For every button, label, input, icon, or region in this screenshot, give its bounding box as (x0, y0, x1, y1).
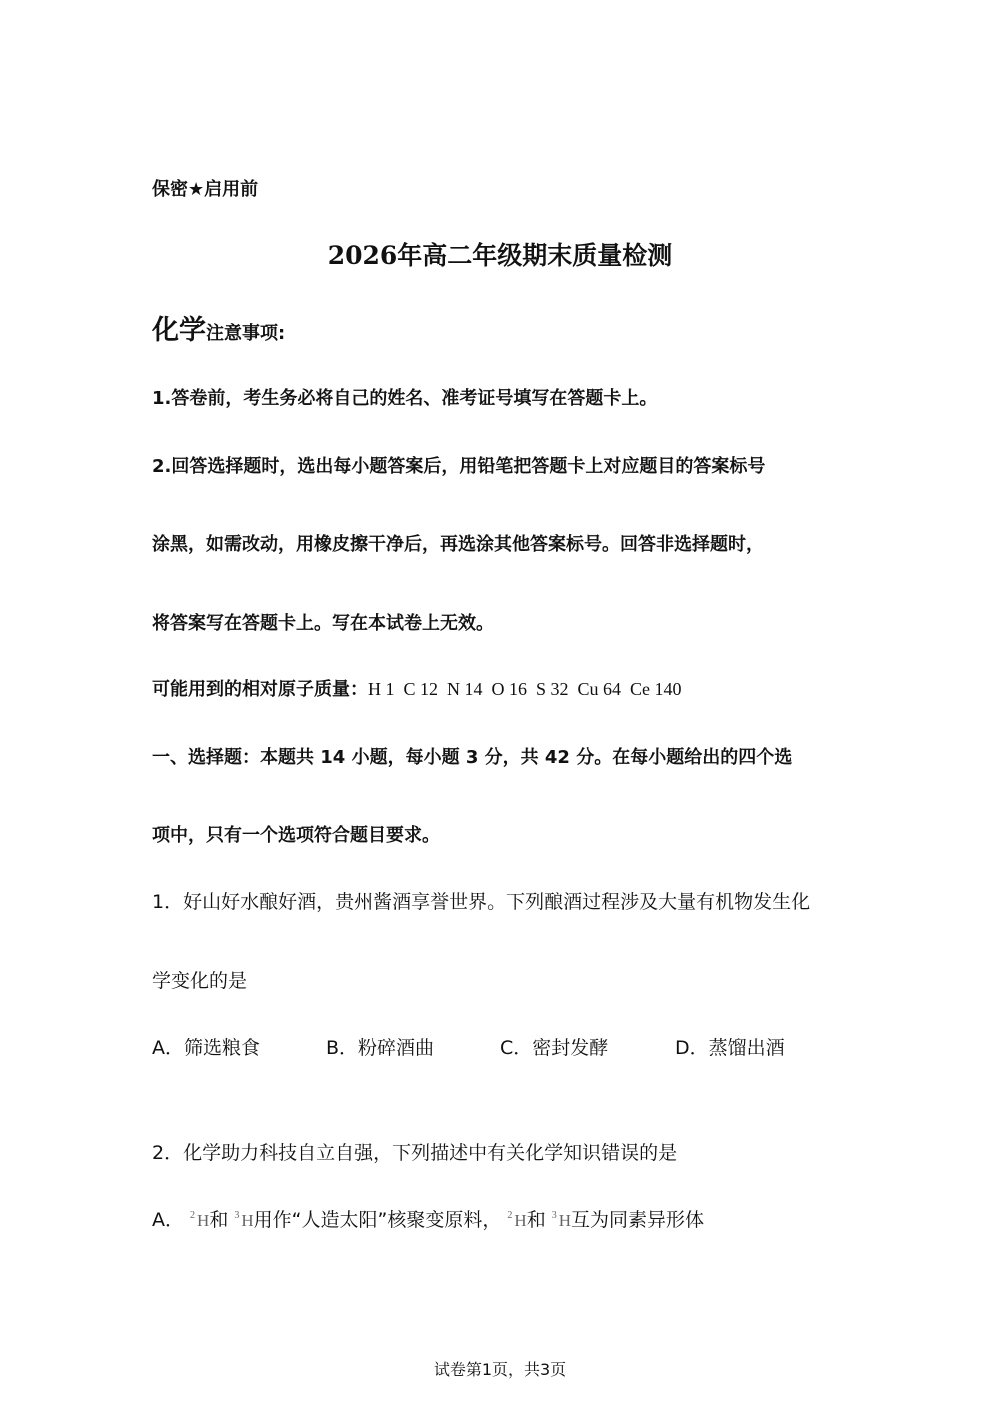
conjunction: 和 (209, 1209, 229, 1231)
question-2-stem: 2．化学助力科技自立自强，下列描述中有关化学知识错误的是 (152, 1142, 678, 1164)
mass-number: 2 (507, 1210, 513, 1221)
question-1-option-b: B．粉碎酒曲 (326, 1037, 435, 1059)
isotope-h3 (552, 1211, 571, 1230)
page-title: 2026年高二年级期末质量检测 (327, 241, 673, 270)
mass-number: 2 (190, 1210, 196, 1221)
page-footer: 试卷第1页，共3页 (433, 1360, 567, 1379)
option-a-text: 用作“人造太阳”核聚变原料， (253, 1209, 502, 1231)
instruction-2-cont: 涂黑，如需改动，用橡皮擦干净后，再选涂其他答案标号。回答非选择题时， (152, 534, 764, 555)
question-1-option-a: A．筛选粮食 (152, 1037, 260, 1059)
instruction-2-end: 将答案写在答题卡上。写在本试卷上无效。 (152, 613, 494, 634)
conjunction: 和 (526, 1209, 546, 1231)
subject-label: 化学 (152, 315, 206, 346)
option-a-conclusion: 互为同素异形体 (571, 1209, 705, 1231)
atomic-masses-values: H 1 C 12 N 14 O 16 S 32 Cu 64 Ce 140 (368, 679, 682, 699)
isotope-h2 (190, 1211, 209, 1230)
element-symbol: H (197, 1211, 210, 1230)
notice-label: 注意事项: (206, 323, 286, 344)
confidential-label: 保密★启用前 (152, 179, 259, 200)
isotope-h2 (507, 1211, 526, 1230)
question-1-option-c: C．密封发酵 (500, 1037, 609, 1059)
question-1-stem: 1．好山好水酿好酒，贵州酱酒享誉世界。下列酿酒过程涉及大量有机物发生化 (152, 891, 811, 913)
option-a-prefix: A． (152, 1209, 184, 1231)
mass-number: 3 (551, 1210, 557, 1221)
instruction-2: 2.回答选择题时，选出每小题答案后，用铅笔把答题卡上对应题目的答案标号 (152, 456, 766, 477)
instruction-1: 1.答卷前，考生务必将自己的姓名、准考证号填写在答题卡上。 (152, 388, 658, 409)
question-1-option-d: D．蒸馏出酒 (675, 1037, 785, 1059)
isotope-h3 (234, 1211, 253, 1230)
element-symbol: H (558, 1211, 572, 1230)
question-2-option-a (152, 1205, 704, 1232)
subject-row (152, 308, 285, 347)
atomic-masses (152, 675, 682, 701)
element-symbol: H (241, 1211, 254, 1230)
section-heading-line2: 项中，只有一个选项符合题目要求。 (152, 825, 440, 846)
section-heading-line1: 一、选择题：本题共 14 小题，每小题 3 分，共 42 分。在每小题给出的四个选 (152, 747, 793, 768)
question-1-stem-cont: 学变化的是 (152, 970, 248, 992)
element-symbol: H (514, 1211, 527, 1230)
mass-number: 3 (234, 1210, 240, 1221)
atomic-masses-label: 可能用到的相对原子质量： (152, 679, 368, 700)
